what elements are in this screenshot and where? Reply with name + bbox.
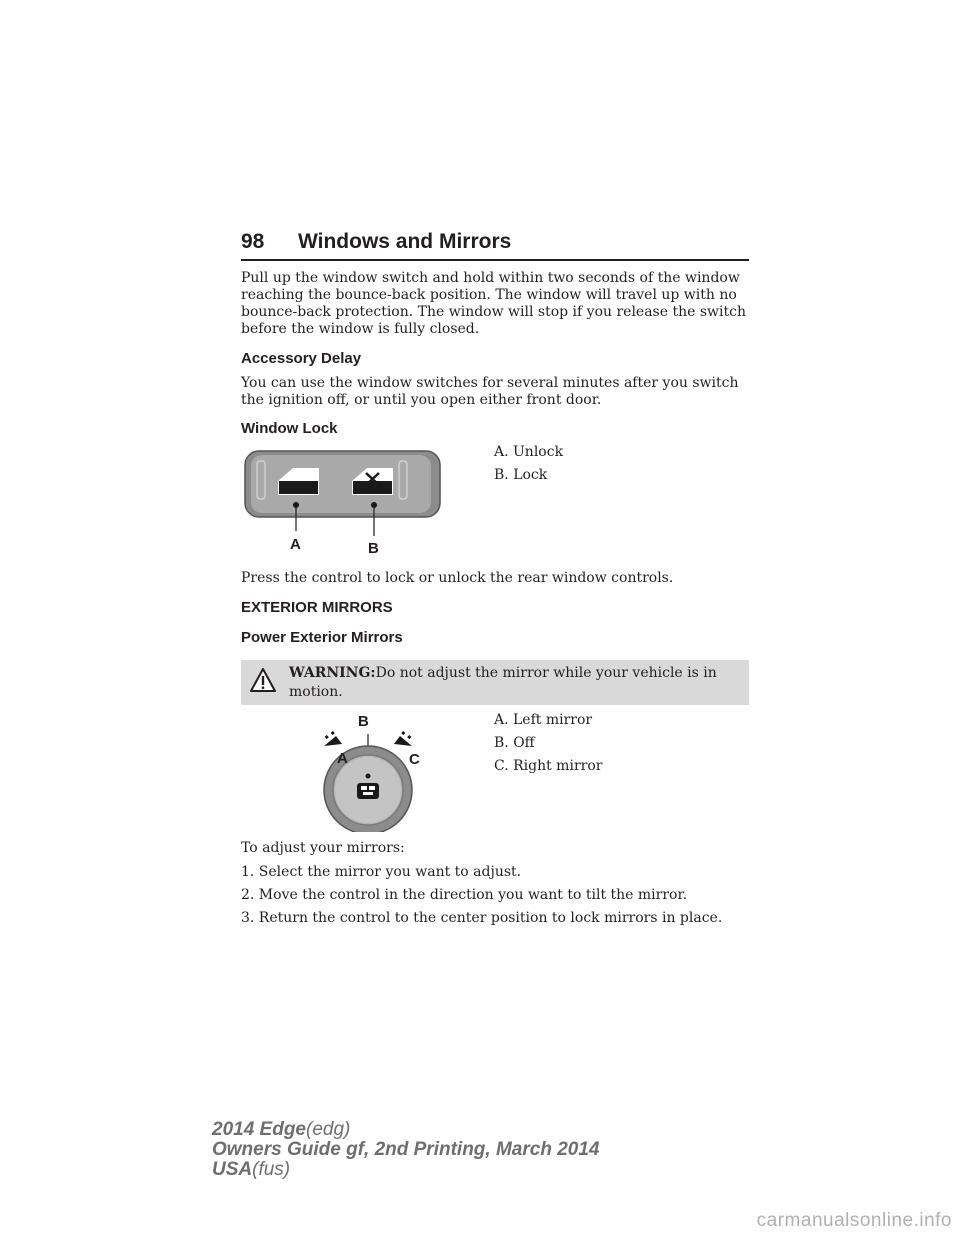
- mirror-control-illustration: [318, 712, 418, 832]
- mirror-figure-label-c: C: [409, 751, 420, 768]
- accessory-delay-heading: Accessory Delay: [241, 350, 362, 367]
- window-lock-text: Press the control to lock or unlock the rear window controls.: [241, 570, 674, 586]
- window-lock-figure-label-b: B: [368, 540, 379, 557]
- warning-triangle-icon: [249, 667, 277, 697]
- mirror-step-3: 3. Return the control to the center position to lock mirrors in place.: [241, 910, 723, 926]
- mirror-steps-intro: To adjust your mirrors:: [241, 840, 405, 856]
- warning-label: WARNING:: [289, 665, 376, 681]
- mirror-figure-label-b: B: [358, 713, 369, 730]
- mirror-icon: [357, 783, 379, 799]
- window-lock-legend-a: A. Unlock: [494, 444, 564, 460]
- footer-region-line: USA(fus): [212, 1159, 291, 1180]
- watermark: carmanualsonline.info: [756, 1210, 952, 1231]
- footer-guide-line: Owners Guide gf, 2nd Printing, March 2014: [212, 1139, 600, 1160]
- page-number: 98: [241, 230, 265, 253]
- header-rule: [241, 259, 749, 261]
- warning-text: [289, 664, 737, 702]
- intro-paragraph: Pull up the window switch and hold within two seconds of the window reaching the bounce-back position. The window will travel up with no bounce-back protection. The window will stop if you release the switch before the window is fully closed.: [241, 270, 746, 337]
- accessory-delay-text: You can use the window switches for several minutes after you switch the ignition off, or until you open either front door.: [241, 375, 739, 408]
- warning-message: Do not adjust the mirror while your vehicle is in motion.: [289, 665, 717, 700]
- window-lock-figure-label-a: A: [290, 536, 301, 553]
- window-lock-switch-illustration: [241, 443, 446, 558]
- left-arrow-icon: [324, 731, 342, 746]
- exterior-mirrors-heading: EXTERIOR MIRRORS: [241, 599, 393, 616]
- window-lock-legend-b: B. Lock: [494, 467, 548, 483]
- window-lock-heading: Window Lock: [241, 420, 338, 437]
- power-exterior-mirrors-heading: Power Exterior Mirrors: [241, 629, 403, 646]
- chapter-title: Windows and Mirrors: [298, 230, 512, 253]
- right-arrow-icon: [394, 731, 412, 746]
- mirror-legend-c: C. Right mirror: [494, 758, 603, 774]
- mirror-step-2: 2. Move the control in the direction you want to tilt the mirror.: [241, 887, 688, 903]
- mirror-step-1: 1. Select the mirror you want to adjust.: [241, 864, 522, 880]
- mirror-legend-b: B. Off: [494, 735, 535, 751]
- mirror-legend-a: A. Left mirror: [494, 712, 593, 728]
- mirror-figure-label-a: A: [337, 750, 348, 767]
- footer-model-line: 2014 Edge(edg): [212, 1119, 351, 1140]
